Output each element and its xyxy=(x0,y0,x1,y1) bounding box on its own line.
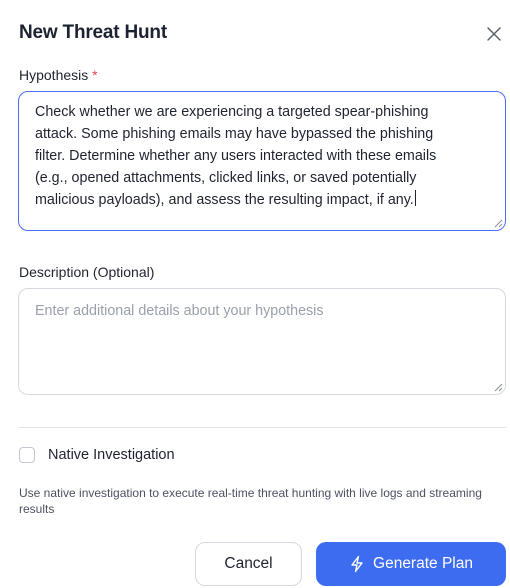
native-investigation-checkbox[interactable] xyxy=(19,447,35,463)
hypothesis-label-text: Hypothesis xyxy=(19,67,89,83)
native-investigation-hint: Use native investigation to execute real-time threat hunting with live logs and streaming results xyxy=(19,486,482,516)
text-caret xyxy=(415,190,416,206)
cancel-button[interactable] xyxy=(195,542,302,586)
description-textarea[interactable] xyxy=(18,288,506,395)
cancel-button-label: Cancel xyxy=(224,555,273,572)
description-placeholder: Enter additional details about your hypothesis xyxy=(35,303,324,319)
divider xyxy=(18,427,506,428)
hypothesis-label xyxy=(19,67,98,83)
close-button[interactable] xyxy=(485,25,503,43)
native-investigation-label[interactable]: Native Investigation xyxy=(48,447,175,463)
required-mark: * xyxy=(92,67,98,83)
close-icon xyxy=(485,25,503,43)
generate-plan-label: Generate Plan xyxy=(373,555,473,572)
hypothesis-text: Check whether we are experiencing a targeted spear-phishing attack. Some phishing emails may have bypassed the phishing filter. Determine whether any users interacted with these emails (e.g., opened attachments, clicked links, or saved potentially malicious payloads), and assess the resulting impact, if any. xyxy=(35,104,437,208)
hypothesis-textarea[interactable] xyxy=(18,91,506,231)
resize-handle-icon[interactable] xyxy=(494,219,503,228)
dialog-title: New Threat Hunt xyxy=(19,22,167,43)
description-label: Description (Optional) xyxy=(19,264,155,280)
generate-plan-button[interactable] xyxy=(316,542,506,586)
lightning-icon xyxy=(349,555,365,573)
resize-handle-icon[interactable] xyxy=(494,383,503,392)
